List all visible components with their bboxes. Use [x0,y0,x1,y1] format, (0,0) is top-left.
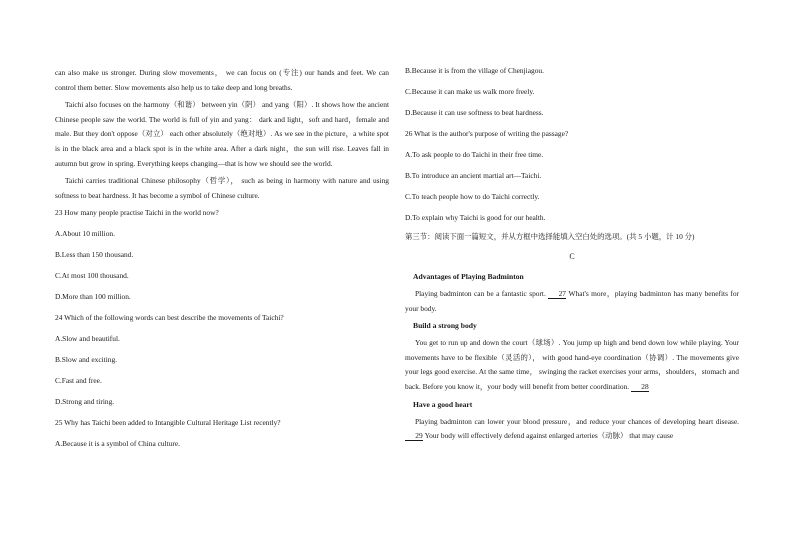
paragraph-text: Playing badminton can be a fantastic sport. [415,289,546,298]
passage-paragraph [405,336,739,394]
blank-27: 27 [548,289,566,299]
option: D.Strong and tiring. [55,397,115,407]
paragraph-text: You get to run up and down the court（球场）. You jump up high and bend down low while playing. Your movements have to be flexible（灵活的）， with good hand-eye coordination（协调）. The movements give your legs good exercise. At the same time， swinging the racket exercises your arms，shoulders，stomach and back. Before you know it，your body will benefit from better coordination. [405,338,739,391]
paragraph-text: Playing badminton can lower your blood pressure，and reduce your chances of developing heart disease. [415,416,739,426]
left-column [55,66,389,449]
section-header: 第三节：阅读下面一篇短文，并从方框中选择能填入空白处的选项。(共 5 小题，计 10 分) [405,232,695,241]
passage-paragraph [405,415,739,444]
paragraph-text: Your body will effectively defend against enlarged arteries（动脉） that may cause [424,431,674,441]
option: A.To ask people to do Taichi in their free time. [405,150,544,159]
right-column [405,66,739,444]
question-24: 24 Which of the following words can best describe the movements of Taichi? [55,313,284,323]
option: C.At most 100 thousand. [55,271,129,281]
passage-paragraph: can also make us stronger. During slow movements， we can focus on (专注) our hands and feet. We can control them better. Slow movements also help us to take deep and long breaths. [55,68,389,92]
passage-title: Advantages of Playing Badminton [413,272,524,281]
option: C.Because it can make us walk more freely. [405,87,535,96]
option: D.Because it can use softness to beat hardness. [405,108,544,117]
option: D.More than 100 million. [55,292,131,302]
option: A.Slow and beautiful. [55,334,120,344]
option: D.To explain why Taichi is good for our health. [405,213,546,222]
option: B.Because it is from the village of Chenjiagou. [405,66,544,75]
option: A.Because it is a symbol of China culture. [55,439,180,449]
passage-paragraph: Taichi also focuses on the harmony（和谐） between yin（阴） and yang（阳）. It shows how the ancient Chinese people saw the world. The world is full of yin and yang： dark and light，soft and hard，female and male. But they don't oppose（对立） each other absolutely（绝对地）. As we see in the picture，a white spot is in the black area and a black spot is in the white area. After a dark night，the sun will rise. Leaves fall in autumn but grow in spring. Everything keeps changing—that is how we should see the world. [55,100,389,168]
question-25: 25 Why has Taichi been added to Intangible Cultural Heritage List recently? [55,418,281,428]
option: C.To teach people how to do Taichi correctly. [405,192,540,201]
paragraph-text: What's more，playing badminton has many benefits for your body. [405,289,739,313]
question-26: 26 What is the author's purpose of writing the passage? [405,129,569,138]
passage-letter: C [569,252,575,261]
option: C.Fast and free. [55,376,102,386]
subheading: Have a good heart [413,399,473,409]
passage-paragraph [405,287,739,316]
option: B.Less than 150 thousand. [55,250,134,260]
option: A.About 10 million. [55,229,115,239]
blank-29: 29 [405,431,423,441]
subheading: Build a strong body [413,321,477,331]
option: B.Slow and exciting. [55,355,117,365]
option: B.To introduce an ancient martial art—Taichi. [405,171,542,180]
question-23: 23 How many people practise Taichi in the world now? [55,208,219,218]
blank-28: 28 [631,382,649,392]
passage-paragraph: Taichi carries traditional Chinese philosophy（哲学）， such as being in harmony with nature and using softness to beat hardness. It has become a symbol of Chinese culture. [55,176,389,200]
